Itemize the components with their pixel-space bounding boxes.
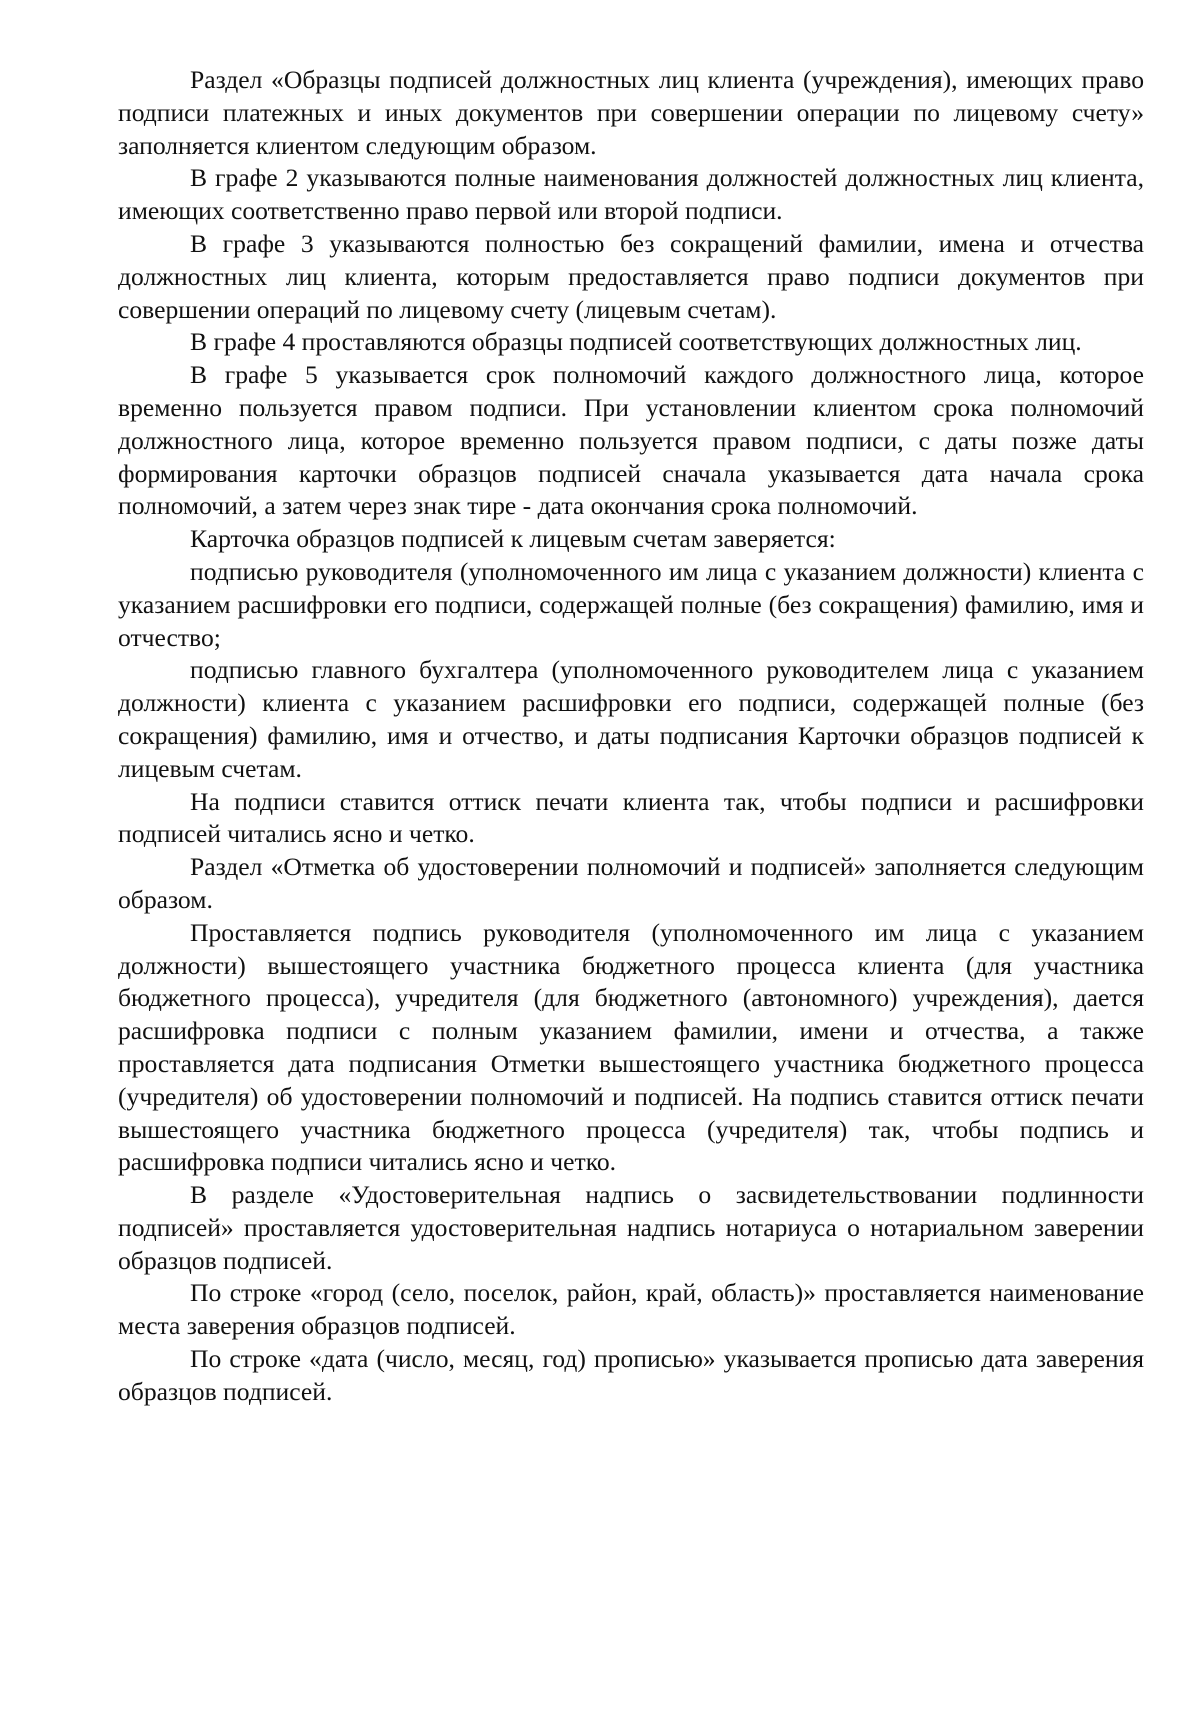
paragraph-section-signature-samples: Раздел «Образцы подписей должностных лиц клиента (учреждения), имеющих право подписи платежных и иных документов при совершении операции по лицевому счету» заполняется клиентом следующим образом. [118,65,1144,160]
paragraph-notary-inscription: В разделе «Удостоверительная надпись о засвидетельствовании подлинности подписей» проставляется удостоверительная надпись нотариуса о нотариальном заверении образцов подписей. [118,1180,1144,1275]
document-body [118,64,1144,1409]
paragraph-city-line: По строке «город (село, поселок, район, край, область)» проставляется наименование места заверения образцов подписей. [118,1278,1144,1341]
paragraph-card-certification: Карточка образцов подписей к лицевым счетам заверяется: [190,524,836,554]
paragraph-date-line: По строке «дата (число, месяц, год) прописью» указывается прописью дата заверения образцов подписей. [118,1344,1144,1406]
paragraph-superior-participant-signature: Проставляется подпись руководителя (уполномоченного им лица с указанием должности) вышестоящего участника бюджетного процесса клиента (для участника бюджетного процесса), учредителя (для бюджетного (автономного) учреждения), дается расшифровка подписи с полным указанием фамилии, имени и отчества, а также проставляется дата подписания Отметки вышестоящего участника бюджетного процесса (учредителя) об удостоверении полномочий и подписей. На подпись ставится оттиск печати вышестоящего участника бюджетного процесса (учредителя) так, чтобы подпись и расшифровка подписи читались ясно и четко. [118,917,1144,1177]
paragraph-chief-accountant-signature: подписью главного бухгалтера (уполномоченного руководителем лица с указанием должности) клиента с указанием расшифровки его подписи, содержащей полные (без сокращения) фамилию, имя и отчество, и даты подписания Карточки образцов подписей к лицевым счетам. [118,655,1144,783]
paragraph-column-3: В графе 3 указываются полностью без сокращений фамилии, имена и отчества должностных лиц клиента, которым предоставляется право подписи документов при совершении операций по лицевому счету (лицевым счетам). [118,228,1144,324]
paragraph-column-4: В графе 4 проставляются образцы подписей соответствующих должностных лиц. [190,327,1082,357]
paragraph-column-2: В графе 2 указываются полные наименования должностей должностных лиц клиента, имеющих соответственно право первой или второй подписи. [118,163,1144,226]
paragraph-head-signature: подписью руководителя (уполномоченного им лица с указанием должности) клиента с указанием расшифровки его подписи, содержащей полные (без сокращения) фамилию, имя и отчество; [118,556,1144,652]
paragraph-section-authority-mark: Раздел «Отметка об удостоверении полномочий и подписей» заполняется следующим образом. [118,852,1144,914]
paragraph-column-5: В графе 5 указывается срок полномочий каждого должностного лица, которое временно пользуется правом подписи. При установлении клиентом срока полномочий должностного лица, которое временно пользуется правом подписи, с даты позже даты формирования карточки образцов подписей сначала указывается дата начала срока полномочий, а затем через знак тире - дата окончания срока полномочий. [118,360,1144,521]
paragraph-client-seal: На подписи ставится оттиск печати клиента так, чтобы подписи и расшифровки подписей читались ясно и четко. [118,786,1144,849]
